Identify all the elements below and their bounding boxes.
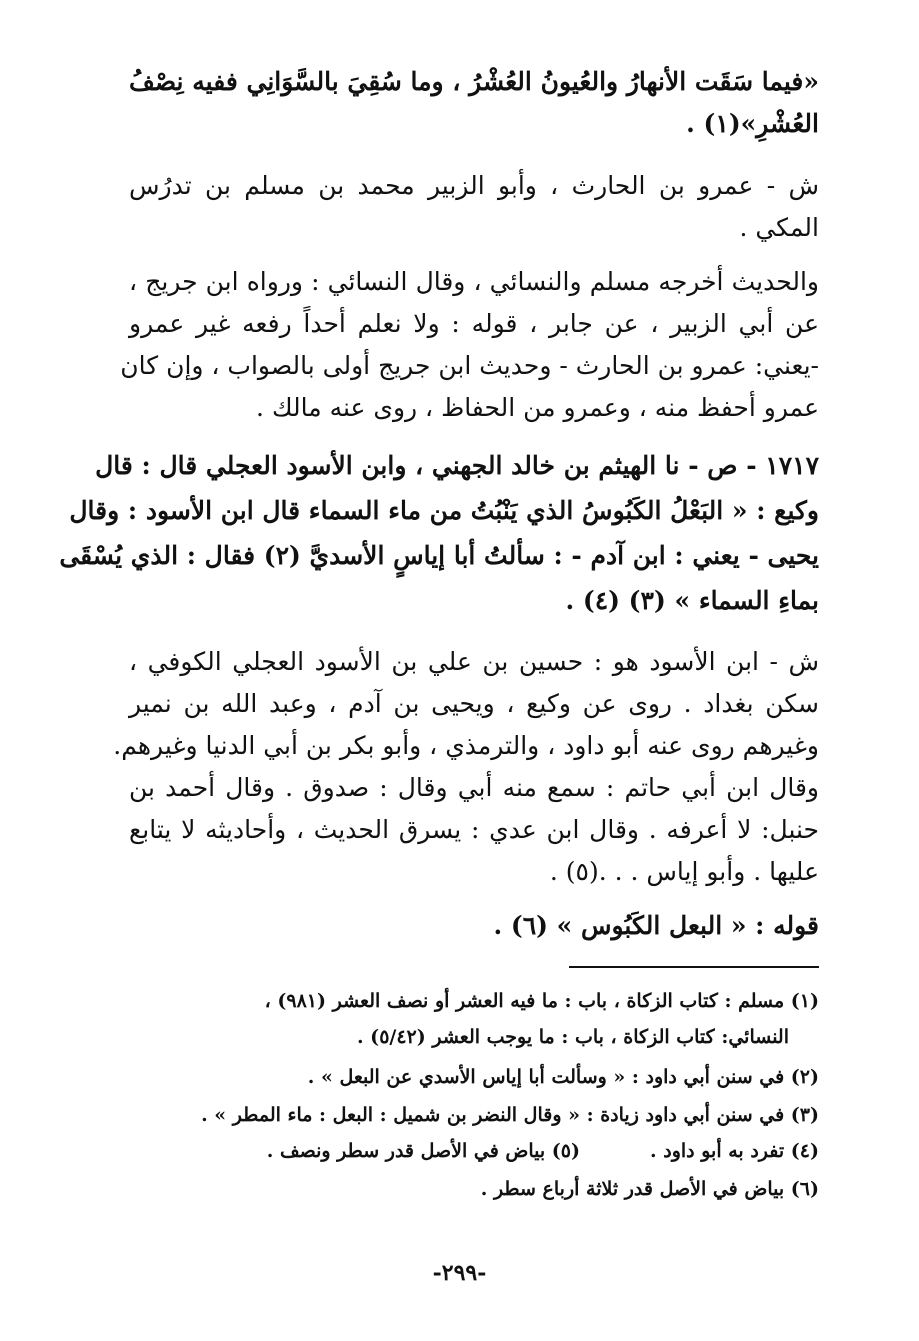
footnote: (٢) في سنن أبي داود : « وسألت أبا إياس الأسدي عن البعل » . xyxy=(307,1066,819,1088)
text-line: عليها . وأبو إياس . . .(٥) . xyxy=(549,857,819,886)
text-line: ١٧١٧ - ص - نا الهيثم بن خالد الجهني ، وابن الأسود العجلي قال : قال xyxy=(95,451,819,480)
text-line: قوله : « البعل الكَبُوس » (٦) . xyxy=(493,911,819,940)
text-line: المكي . xyxy=(739,213,819,242)
text-line: عن أبي الزبير ، عن جابر ، قوله : ولا نعلم أحداً رفعه غير عمرو xyxy=(129,309,819,338)
text-line: وقال ابن أبي حاتم : سمع منه أبي وقال : صدوق . وقال أحمد بن xyxy=(129,773,819,802)
text-line: عمرو أحفظ منه ، وعمرو من الحفاظ ، روى عنه مالك . xyxy=(256,393,819,422)
footnote: (٥) بياض في الأصل قدر سطر ونصف . xyxy=(266,1140,581,1162)
text-line: وكيع : « البَعْلُ الكَبُوسُ الذي يَنْبُتُ من ماء السماء قال ابن الأسود : وقال xyxy=(69,496,819,525)
text-line: ش - ابن الأسود هو : حسين بن علي بن الأسود العجلي الكوفي ، xyxy=(129,647,819,676)
text-line: يحيى - يعني : ابن آدم - : سألتُ أبا إياسٍ الأسديَّ (٢) فقال : الذي يُسْقَى xyxy=(59,541,819,570)
text-line: ش - عمرو بن الحارث ، وأبو الزبير محمد بن مسلم بن تدرُس xyxy=(129,171,819,200)
text-line: «فيما سَقَت الأنهارُ والعُيونُ العُشْرُ ، وما سُقِيَ بالسَّوَانِي ففيه نِصْفُ xyxy=(129,67,819,96)
text-line: حنبل: لا أعرفه . وقال ابن عدي : يسرق الحديث ، وأحاديثه لا يتابع xyxy=(129,815,819,844)
text-line: سكن بغداد . روى عن وكيع ، ويحيى بن آدم ، وعبد الله بن نمير xyxy=(129,689,819,718)
page-number: -٢٩٩- xyxy=(432,1260,487,1286)
footnote-separator xyxy=(569,966,819,968)
footnote: (١) مسلم : كتاب الزكاة ، باب : ما فيه العشر أو نصف العشر (٩٨١) ، xyxy=(264,990,819,1012)
footnote-row xyxy=(129,1136,819,1166)
footnote: (٤) تفرد به أبو داود . xyxy=(650,1140,819,1162)
text-line: العُشْرِ»(١) . xyxy=(686,109,819,138)
footnote: (٣) في سنن أبي داود زيادة : « وقال النضر بن شميل : البعل : ماء المطر » . xyxy=(201,1104,819,1126)
text-line: وغيرهم روى عنه أبو داود ، والترمذي ، وأبو بكر بن أبي الدنيا وغيرهم. xyxy=(113,731,819,760)
footnote: النسائي: كتاب الزكاة ، باب : ما يوجب العشر (٥/٤٢) . xyxy=(356,1026,789,1048)
text-line: بماءِ السماء » (٣) (٤) . xyxy=(565,586,819,615)
text-line: والحديث أخرجه مسلم والنسائي ، وقال النسائي : ورواه ابن جريج ، xyxy=(129,267,819,296)
footnote: (٦) بياض في الأصل قدر ثلاثة أرباع سطر . xyxy=(480,1178,819,1200)
text-line: -يعني: عمرو بن الحارث - وحديث ابن جريج أولى بالصواب ، وإن كان xyxy=(120,351,819,380)
